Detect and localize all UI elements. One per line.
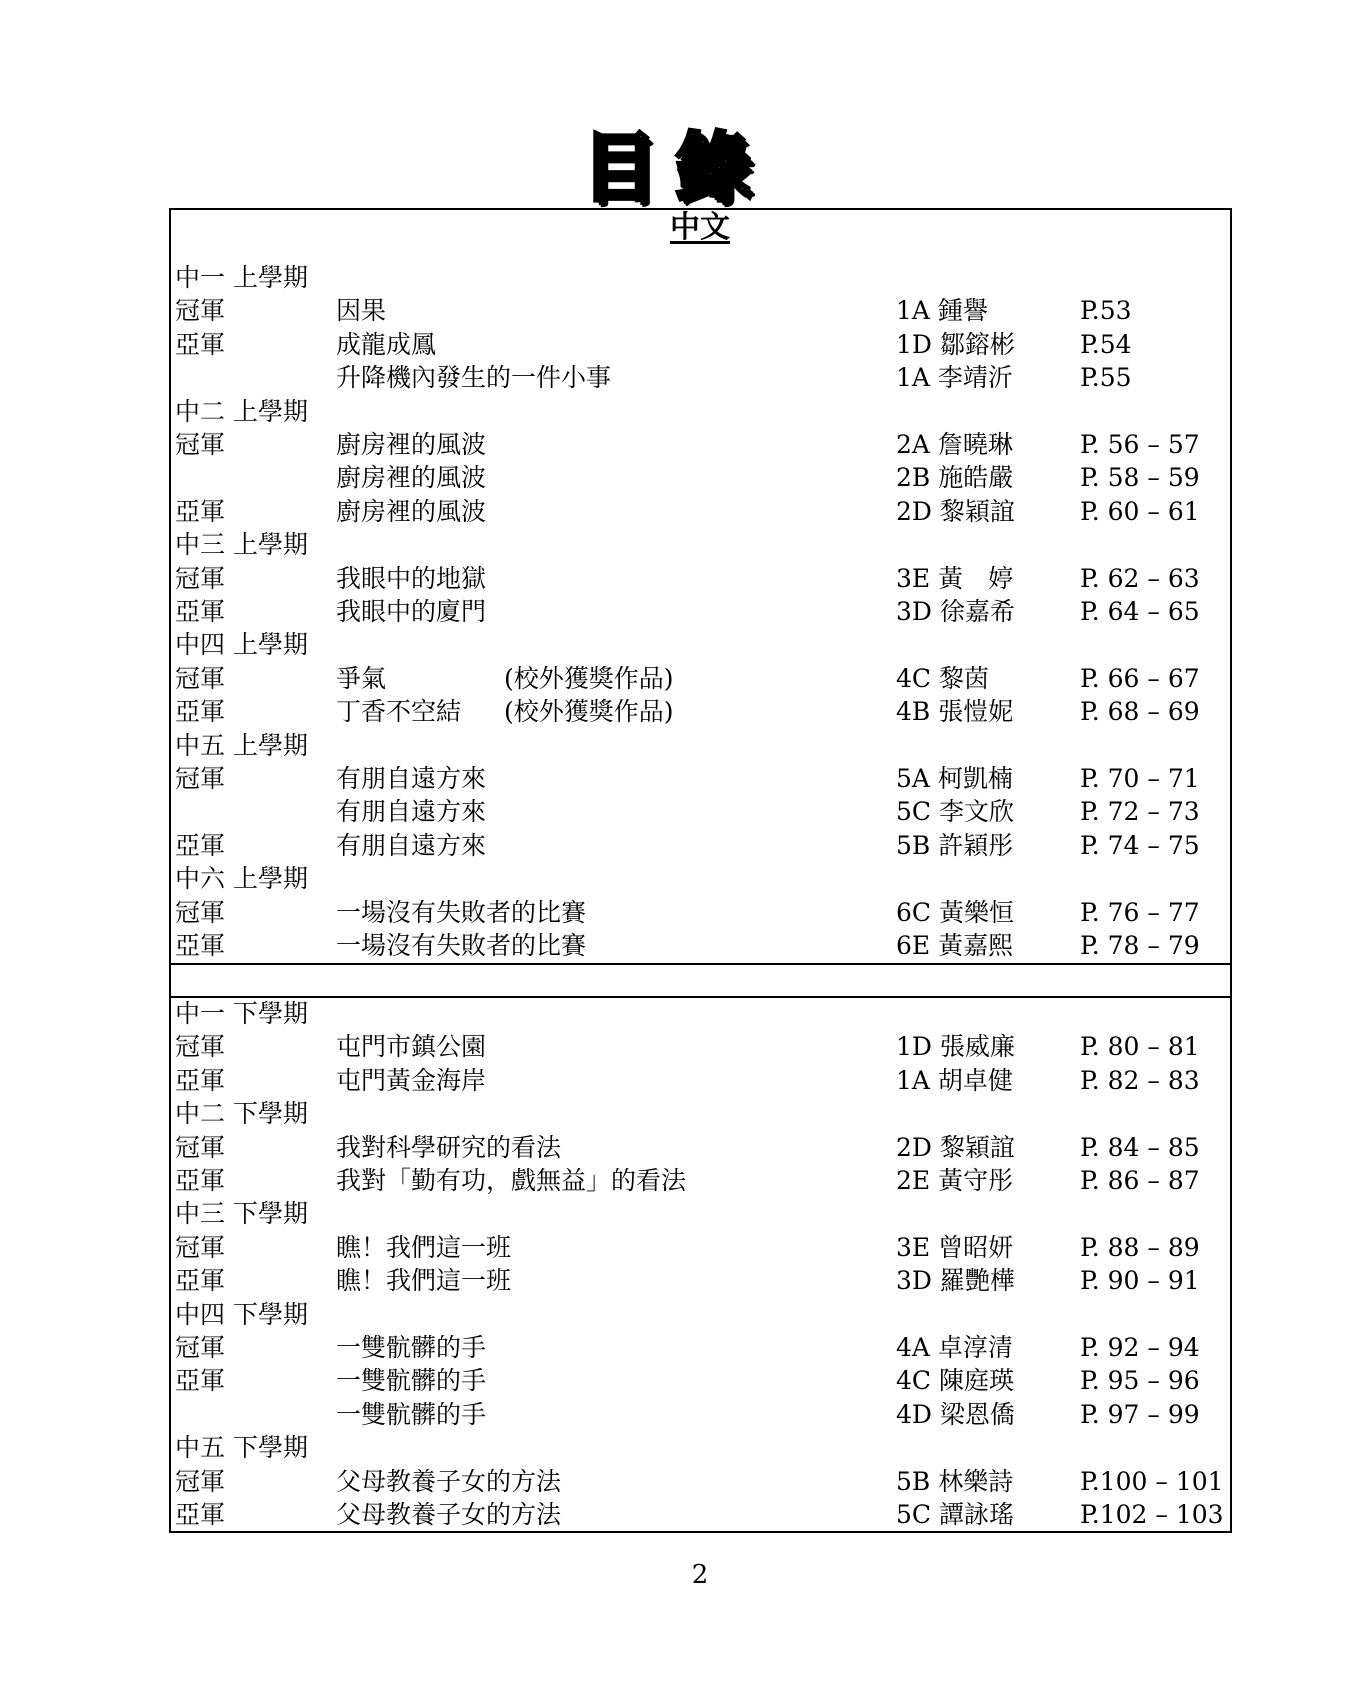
student-name: 5B 許穎彤 (896, 830, 1014, 860)
subject-heading: 中文 (670, 210, 730, 245)
student-name: 2A 詹曉琳 (896, 430, 1013, 459)
student-name: 4B 張愷妮 (896, 697, 1014, 727)
entry-title: 瞧！我們這一班 (336, 1266, 512, 1296)
grade-heading (0, 395, 1350, 428)
grade-label: 中五 上學期 (175, 730, 308, 760)
student-name: 2D 黎穎誼 (896, 1132, 1015, 1162)
page-ref: P. 97 – 99 (1080, 1399, 1200, 1429)
page-ref: P. 80 – 81 (1080, 1032, 1200, 1062)
grade-heading (0, 862, 1350, 895)
page-ref: P. 95 – 96 (1080, 1366, 1200, 1396)
grade-label: 中四 下學期 (175, 1299, 308, 1329)
student-name: 5B 林樂詩 (896, 1466, 1014, 1496)
award-label: 亞軍 (175, 1166, 226, 1195)
entry-title: 廚房裡的風波 (336, 496, 487, 526)
page-ref: P. 90 – 91 (1080, 1266, 1200, 1296)
toc-entry-row[interactable] (0, 662, 1350, 695)
award-label: 冠軍 (175, 1232, 226, 1262)
award-label: 冠軍 (175, 296, 226, 326)
toc-entry-row[interactable] (0, 595, 1350, 628)
page-ref: P. 92 – 94 (1080, 1333, 1200, 1362)
page-ref: P. 60 – 61 (1080, 496, 1200, 526)
award-label: 冠軍 (175, 663, 226, 693)
grade-heading (0, 1197, 1350, 1230)
student-name: 1A 胡卓健 (896, 1065, 1013, 1095)
entry-title: 廚房裡的風波 (336, 463, 487, 493)
grade-heading (0, 528, 1350, 561)
entry-note: (校外獲獎作品) (504, 663, 674, 693)
page-ref: P. 82 – 83 (1080, 1065, 1200, 1095)
term-divider-band (169, 963, 1232, 998)
toc-entry-row[interactable] (0, 495, 1350, 528)
toc-entry-row[interactable] (0, 1231, 1350, 1264)
toc-entry-row[interactable] (0, 1131, 1350, 1164)
toc-entry-row[interactable] (0, 428, 1350, 461)
toc-entry-row[interactable] (0, 294, 1350, 327)
student-name: 6C 黃樂恒 (896, 897, 1014, 927)
award-label: 冠軍 (175, 1466, 226, 1496)
page-ref: P. 88 – 89 (1080, 1232, 1200, 1262)
page-ref: P. 70 – 71 (1080, 764, 1200, 793)
page-ref: P.100 – 101 (1080, 1466, 1224, 1496)
entry-title: 屯門黃金海岸 (336, 1065, 487, 1095)
grade-label: 中二 下學期 (175, 1099, 308, 1129)
entry-title: 爭氣 (336, 663, 387, 693)
entry-title: 我對「勤有功，戲無益」的看法 (336, 1166, 687, 1195)
page-ref: P.102 – 103 (1080, 1500, 1224, 1529)
page-ref: P.54 (1080, 329, 1132, 359)
award-label: 冠軍 (175, 764, 226, 793)
student-name: 6E 黃嘉熙 (896, 931, 1014, 960)
toc-entry-row[interactable] (0, 361, 1350, 394)
student-name: 4C 黎茵 (896, 663, 989, 693)
award-label: 亞軍 (175, 1266, 226, 1296)
entry-title: 一場沒有失敗者的比賽 (336, 897, 587, 927)
entry-title: 丁香不空結 (336, 697, 462, 727)
toc-entry-row[interactable] (0, 1064, 1350, 1097)
student-name: 1D 張威廉 (896, 1032, 1015, 1062)
student-name: 4D 梁恩僑 (896, 1399, 1015, 1429)
entry-title: 一雙骯髒的手 (336, 1333, 487, 1362)
page-ref: P. 76 – 77 (1080, 897, 1200, 927)
student-name: 3D 徐嘉希 (896, 597, 1015, 626)
entry-title: 一場沒有失敗者的比賽 (336, 931, 587, 960)
page-ref: P. 68 – 69 (1080, 697, 1200, 727)
entry-title: 廚房裡的風波 (336, 430, 487, 459)
entry-title: 因果 (336, 296, 387, 326)
toc-entry-row[interactable] (0, 1398, 1350, 1431)
grade-heading (0, 729, 1350, 762)
award-label: 亞軍 (175, 830, 226, 860)
grade-label: 中三 下學期 (175, 1199, 308, 1229)
student-name: 1A 鍾譽 (896, 296, 988, 326)
grade-label: 中二 上學期 (175, 396, 308, 426)
student-name: 1A 李靖沂 (896, 363, 1013, 393)
student-name: 2D 黎穎誼 (896, 496, 1015, 526)
entry-title: 屯門市鎮公園 (336, 1032, 487, 1062)
entry-title: 一雙骯髒的手 (336, 1366, 487, 1396)
entry-title: 有朋自遠方來 (336, 830, 487, 860)
grade-heading (0, 1298, 1350, 1331)
award-label: 亞軍 (175, 1500, 226, 1529)
entry-title: 我對科學研究的看法 (336, 1132, 562, 1162)
student-name: 2E 黃守彤 (896, 1166, 1014, 1195)
toc-entry-row[interactable] (0, 1364, 1350, 1397)
page-ref: P. 78 – 79 (1080, 931, 1200, 960)
grade-heading (0, 1431, 1350, 1464)
student-name: 5C 譚詠瑤 (896, 1500, 1014, 1529)
award-label: 冠軍 (175, 897, 226, 927)
entry-title: 我眼中的廈門 (336, 597, 487, 626)
grade-label: 中四 上學期 (175, 630, 308, 660)
toc-entry-row[interactable] (0, 795, 1350, 828)
grade-heading (0, 261, 1350, 294)
page-ref: P. 58 – 59 (1080, 463, 1200, 493)
toc-entry-row[interactable] (0, 328, 1350, 361)
page-ref: P. 56 – 57 (1080, 430, 1200, 459)
student-name: 1D 鄒鎔彬 (896, 329, 1015, 359)
toc-entry-row[interactable] (0, 1264, 1350, 1297)
toc-entry-row[interactable] (0, 1465, 1350, 1498)
student-name: 5C 李文欣 (896, 797, 1014, 827)
toc-entry-row[interactable] (0, 461, 1350, 494)
page-ref: P. 66 – 67 (1080, 663, 1200, 693)
award-label: 冠軍 (175, 1032, 226, 1062)
page-title: 目錄 (581, 123, 769, 212)
student-name: 2B 施皓嚴 (896, 463, 1014, 493)
entry-title: 父母教養子女的方法 (336, 1500, 562, 1529)
page-ref: P. 86 – 87 (1080, 1166, 1200, 1195)
award-label: 亞軍 (175, 931, 226, 960)
grade-heading (0, 997, 1350, 1030)
grade-label: 中六 上學期 (175, 864, 308, 894)
toc-entry-row[interactable] (0, 1164, 1350, 1197)
entry-title: 一雙骯髒的手 (336, 1399, 487, 1429)
toc-entry-row[interactable] (0, 762, 1350, 795)
student-name: 4C 陳庭瑛 (896, 1366, 1014, 1396)
award-label: 冠軍 (175, 430, 226, 459)
page-ref: P. 72 – 73 (1080, 797, 1200, 827)
grade-heading (0, 628, 1350, 661)
toc-entry-row[interactable] (0, 1030, 1350, 1063)
toc-entry-row[interactable] (0, 1331, 1350, 1364)
student-name: 4A 卓淳清 (896, 1333, 1013, 1362)
entry-title: 瞧！我們這一班 (336, 1232, 512, 1262)
grade-label: 中五 下學期 (175, 1433, 308, 1463)
toc-entry-row[interactable] (0, 1498, 1350, 1531)
page-number: 2 (691, 1560, 709, 1590)
grade-label: 中一 下學期 (175, 999, 308, 1028)
grade-heading (0, 1097, 1350, 1130)
entry-title: 升降機內發生的一件小事 (336, 363, 612, 393)
award-label: 冠軍 (175, 1333, 226, 1362)
student-name: 3E 黃 婷 (896, 563, 1014, 593)
award-label: 亞軍 (175, 329, 226, 359)
award-label: 亞軍 (175, 1065, 226, 1095)
entry-title: 有朋自遠方來 (336, 764, 487, 793)
award-label: 亞軍 (175, 597, 226, 626)
entry-title: 父母教養子女的方法 (336, 1466, 562, 1496)
page-ref: P.53 (1080, 296, 1132, 326)
page-ref: P.55 (1080, 363, 1132, 393)
award-label: 亞軍 (175, 697, 226, 727)
award-label: 亞軍 (175, 496, 226, 526)
page-ref: P. 84 – 85 (1080, 1132, 1200, 1162)
page-ref: P. 62 – 63 (1080, 563, 1200, 593)
entry-title: 成龍成鳳 (336, 329, 437, 359)
award-label: 冠軍 (175, 563, 226, 593)
student-name: 3D 羅艷樺 (896, 1266, 1015, 1296)
award-label: 冠軍 (175, 1132, 226, 1162)
toc-entry-row[interactable] (0, 695, 1350, 728)
entry-title: 我眼中的地獄 (336, 563, 487, 593)
page-ref: P. 74 – 75 (1080, 830, 1200, 860)
entry-note: (校外獲獎作品) (504, 697, 674, 727)
award-label: 亞軍 (175, 1366, 226, 1396)
page-ref: P. 64 – 65 (1080, 597, 1200, 626)
grade-label: 中一 上學期 (175, 263, 308, 292)
grade-label: 中三 上學期 (175, 530, 308, 560)
toc-entry-row[interactable] (0, 829, 1350, 862)
entry-title: 有朋自遠方來 (336, 797, 487, 827)
student-name: 5A 柯凱楠 (896, 764, 1013, 793)
toc-entry-row[interactable] (0, 896, 1350, 929)
student-name: 3E 曾昭妍 (896, 1232, 1014, 1262)
toc-entry-row[interactable] (0, 929, 1350, 962)
toc-entry-row[interactable] (0, 562, 1350, 595)
